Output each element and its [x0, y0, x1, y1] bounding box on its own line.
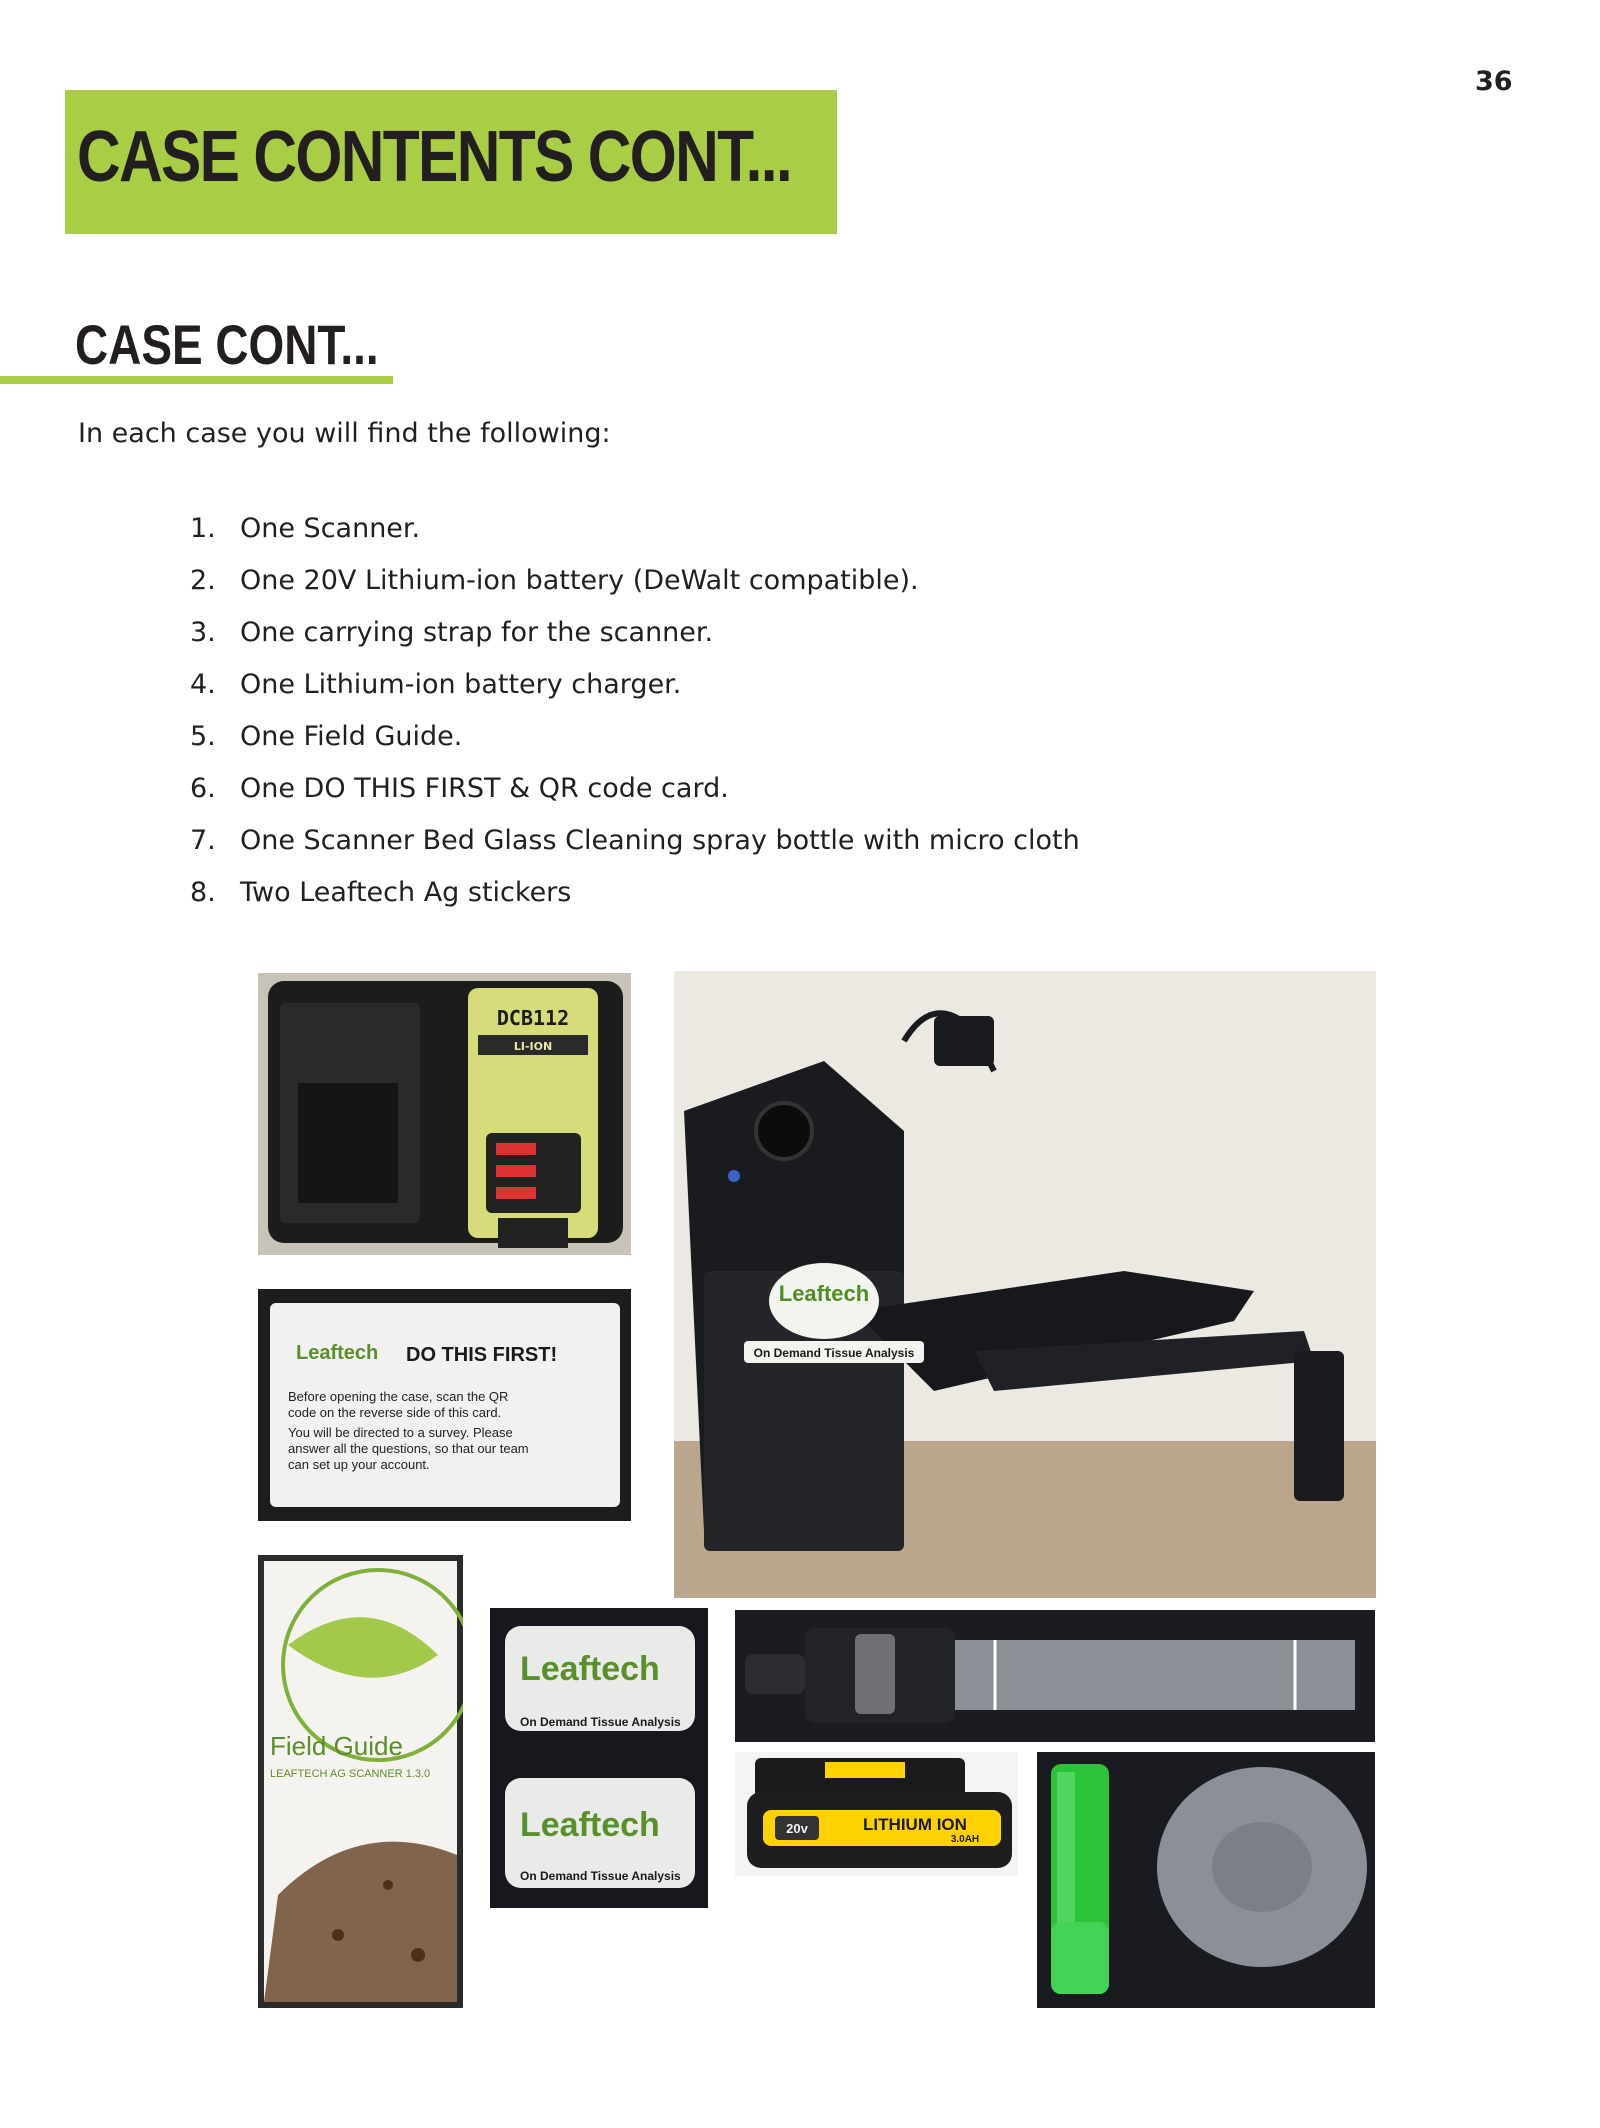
battery-capacity: 3.0AH: [950, 1834, 980, 1845]
charger-type-label: LI-ION: [513, 1040, 553, 1053]
card-line-4: answer all the questions, so that our team: [288, 1441, 529, 1456]
list-item: 2. One 20V Lithium-ion battery (DeWalt compatible).: [190, 564, 919, 596]
list-item: 7. One Scanner Bed Glass Cleaning spray bottle with micro cloth: [190, 824, 1080, 856]
battery-type: LITHIUM ION: [863, 1815, 967, 1834]
scanner-tagline: On Demand Tissue Analysis: [753, 1346, 915, 1360]
do-this-first-card-photo: [258, 1289, 631, 1521]
charger-model-label: DCB112: [496, 1006, 570, 1030]
card-brand-logo: Leaftech: [296, 1342, 379, 1364]
contents-list: [190, 502, 1080, 918]
page-title: CASE CONTENTS CONT...: [77, 117, 792, 197]
list-item: 4. One Lithium-ion battery charger.: [190, 668, 682, 700]
sticker-2-brand: Leaftech: [520, 1806, 660, 1844]
section-rule: [0, 376, 393, 384]
list-item: 5. One Field Guide.: [190, 720, 463, 752]
spray-bottle-cloth-photo: [1037, 1752, 1375, 2008]
sticker-1-brand: Leaftech: [520, 1650, 660, 1688]
charger-photo: [258, 973, 631, 1255]
strap-photo: [735, 1610, 1375, 1742]
guide-title: Field Guide: [270, 1731, 403, 1761]
page-number: 36: [1475, 66, 1513, 97]
list-item: 1. One Scanner.: [190, 512, 421, 544]
list-item: 8. Two Leaftech Ag stickers: [190, 876, 572, 908]
stickers-photo: [490, 1608, 708, 1908]
section-heading: CASE CONT...: [75, 313, 379, 376]
battery-photo: [735, 1752, 1018, 1876]
card-line-5: can set up your account.: [288, 1457, 430, 1472]
sticker-1-tagline: On Demand Tissue Analysis: [520, 1715, 681, 1729]
list-item: 3. One carrying strap for the scanner.: [190, 616, 714, 648]
guide-subtitle: LEAFTECH AG SCANNER 1.3.0: [270, 1768, 431, 1780]
card-line-2: code on the reverse side of this card.: [288, 1405, 502, 1420]
list-item: 6. One DO THIS FIRST & QR code card.: [190, 772, 729, 804]
card-line-1: Before opening the case, scan the QR: [288, 1389, 509, 1404]
scanner-brand-label: Leaftech: [778, 1281, 870, 1306]
scanner-photo: [674, 971, 1376, 1598]
intro-text: In each case you will find the following:: [78, 418, 611, 449]
sticker-2-tagline: On Demand Tissue Analysis: [520, 1869, 681, 1883]
card-heading: DO THIS FIRST!: [406, 1344, 558, 1366]
battery-voltage: 20v: [786, 1821, 808, 1836]
field-guide-photo: [258, 1555, 463, 2008]
title-band: [65, 90, 837, 234]
card-line-3: You will be directed to a survey. Please: [288, 1425, 513, 1440]
